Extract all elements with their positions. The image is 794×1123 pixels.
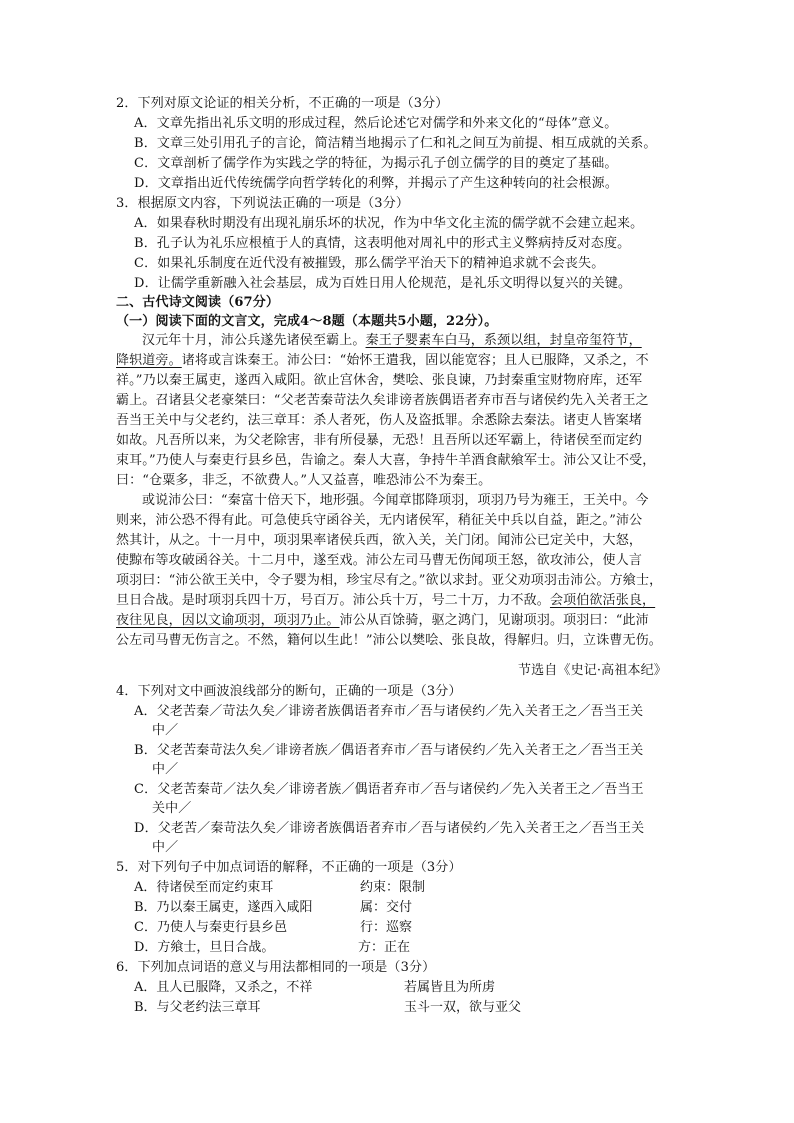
passage-line: 然其计，从之。十一月中，项羽果率诸侯兵西，欲入关，关门闭。闻沛公已定关中，大怒，: [116, 533, 643, 548]
passage-line: 祥。”乃以秦王属吏，遂西入咸阳。欲止宫休舍，樊哙、张良谏，乃封秦重宝财物府库，还军: [116, 373, 643, 388]
question-2-option-d: D．文章指出近代传统儒学向哲学转化的利弊，并揭示了产生这种转向的社会根源。: [134, 176, 618, 191]
question-2-option-a: A．文章先指出礼乐文明的形成过程，然后论述它对儒学和外来文化的“母体”意义。: [134, 116, 618, 131]
section-heading: 二、古代诗文阅读（67分）: [116, 295, 280, 310]
passage-line: 曰：“仓粟多，非乏，不欲费人。”人又益喜，唯恐沛公不为秦王。: [116, 473, 492, 488]
passage-text: 诸将或言诛秦王。沛公曰：“始怀王遣我，固以能宽容；且人已服降，又杀之，不: [181, 353, 649, 368]
question-4-option-b-cont: 中／: [152, 762, 179, 777]
question-5-option-b-sentence: B．乃以秦王属吏，遂西入咸阳: [134, 900, 313, 915]
question-2-stem: 2．下列对原文论证的相关分析，不正确的一项是（3分）: [116, 96, 449, 111]
question-5-option-b-gloss: 属：交付: [360, 900, 413, 915]
question-4-option-d: D．父老苦／秦苛法久矣／诽谤者族偶语者弃市／吾与诸侯约／先入关者王之／吾当王关: [134, 821, 645, 836]
question-4-option-d-cont: 中／: [152, 840, 179, 855]
passage-line: [142, 332, 642, 350]
subsection-heading: （一）阅读下面的文言文，完成4～8题（本题共5小题，22分）。: [116, 314, 498, 329]
question-4-option-b: B．父老苦秦苛法久矣／诽谤者族／偶语者弃市／吾与诸侯约／先入关者王之／吾当王关: [134, 743, 644, 758]
passage-line: 项羽曰：“沛公欲王关中，令子婴为相，珍宝尽有之。”欲以求封。亚父劝项羽击沛公。方飨士，: [116, 573, 663, 588]
question-4-option-c: C．父老苦秦苛／法久矣／诽谤者族／偶语者弃市／吾与诸侯约／先入关者王之／吾当王: [134, 782, 644, 797]
question-3-stem: 3．根据原文内容，下列说法正确的一项是（3分）: [116, 196, 409, 211]
question-5-option-c-sentence: C．乃使人与秦吏行县乡邑: [134, 920, 287, 935]
question-3-option-d: D．让儒学重新融入社会基层，成为百姓日用人伦规范，是礼乐文明得以复兴的关键。: [134, 276, 632, 291]
question-5-option-d-sentence: D．方飨士，旦日合战。: [134, 940, 275, 955]
passage-line: [116, 612, 649, 630]
passage-line: 或说沛公曰：“秦富十倍天下，地形强。今闻章邯降项羽，项羽乃号为雍王，王关中。今: [142, 493, 649, 508]
passage-line: [116, 352, 649, 370]
question-5-option-a-gloss: 约束：限制: [360, 880, 426, 895]
question-6-option-a-compare: 若属皆且为所虏: [404, 980, 496, 995]
passage-text: 汉元年十月，沛公兵遂先诸侯至霸上。: [142, 333, 366, 348]
passage-text: 旦日合战。是时项羽兵四十万，号百万。沛公兵十万，号二十万，力不敌。: [116, 593, 550, 608]
underlined-text: 降轵道旁。: [116, 353, 182, 368]
passage-line: 公左司马曹无伤言之。不然，籍何以生此！”沛公以樊哙、张良故，得解归。归，立诛曹无伤。: [116, 633, 662, 648]
question-4-option-a: A．父老苦秦／苛法久矣／诽谤者族偶语者弃市／吾与诸侯约／先入关者王之／吾当王关: [134, 704, 644, 719]
passage-line: 霸上。召诸县父老豪桀曰：“父老苦秦苛法久矣诽谤者族偶语者弃市吾与诸侯约先入关者王之: [116, 393, 649, 408]
question-5-option-c-gloss: 行：巡察: [360, 920, 413, 935]
question-4-stem: 4．下列对文中画波浪线部分的断句，正确的一项是（3分）: [116, 684, 462, 699]
passage-line: 使黥布等攻破函谷关。十二月中，遂至戏。沛公左司马曹无伤闻项王怒，欲攻沛公，使人言: [116, 553, 643, 568]
question-2-option-c: C．文章剖析了儒学作为实践之学的特征，为揭示孔子创立儒学的目的奠定了基础。: [134, 156, 618, 171]
passage-line: 则来，沛公恐不得有此。可急使兵守函谷关，无内诸侯军，稍征关中兵以自益，距之。”沛公: [116, 513, 643, 528]
passage-text: 沛公从百馀骑，驱之鸿门，见谢项羽。项羽曰：“此沛: [339, 613, 649, 628]
question-3-option-a: A．如果春秋时期没有出现礼崩乐坏的状况，作为中华文化主流的儒学就不会建立起来。: [134, 216, 644, 231]
question-6-option-b-sentence: B．与父老约法三章耳: [134, 1000, 261, 1015]
question-3-option-b: B．孔子认为礼乐应根植于人的真情，这表明他对周礼中的形式主义弊病持反对态度。: [134, 236, 631, 251]
question-6-stem: 6．下列加点词语的意义与用法都相同的一项是（3分）: [116, 960, 436, 975]
question-6-option-a-sentence: A．且人已服降，又杀之，不祥: [134, 980, 313, 995]
underlined-text: 夜往见良，因以文谕项羽，项羽乃止。: [116, 613, 340, 628]
passage-line: 吾当王关中与父老约，法三章耳：杀人者死，伤人及盗抵罪。余悉除去秦法。诸吏人皆案堵: [116, 413, 643, 428]
question-3-option-c: C．如果礼乐制度在近代没有被摧毁，那么儒学平治天下的精神追求就不会丧失。: [134, 256, 605, 271]
passage-source: 节选自《史记·高祖本纪》: [518, 663, 667, 678]
question-5-stem: 5．对下列句子中加点词语的解释，不正确的一项是（3分）: [116, 860, 462, 875]
underlined-text: 会项伯欲活张良，: [549, 593, 656, 608]
question-6-option-b-compare: 玉斗一双，欲与亚父: [404, 1000, 522, 1015]
question-2-option-b: B．文章三处引用孔子的言论，简洁精当地揭示了仁和礼之间互为前提、相互成就的关系。: [134, 136, 657, 151]
passage-line: 束耳。”乃使人与秦吏行县乡邑，告谕之。秦人大喜，争持牛羊酒食献飨军士。沛公又让不受，: [116, 453, 656, 468]
underlined-text: 秦王子婴素车白马，系颈以组，封皇帝玺符节，: [365, 333, 642, 348]
question-5-option-a-sentence: A．待诸侯至而定约束耳: [134, 880, 274, 895]
passage-line: [116, 592, 655, 610]
question-5-option-d-gloss: 方：正在: [358, 940, 411, 955]
passage-line: 如故。凡吾所以来，为父老除害，非有所侵暴，无恐！且吾所以还军霸上，待诸侯至而定约: [116, 433, 643, 448]
question-4-option-a-cont: 中／: [152, 723, 179, 738]
question-4-option-c-cont: 关中／: [152, 801, 192, 816]
